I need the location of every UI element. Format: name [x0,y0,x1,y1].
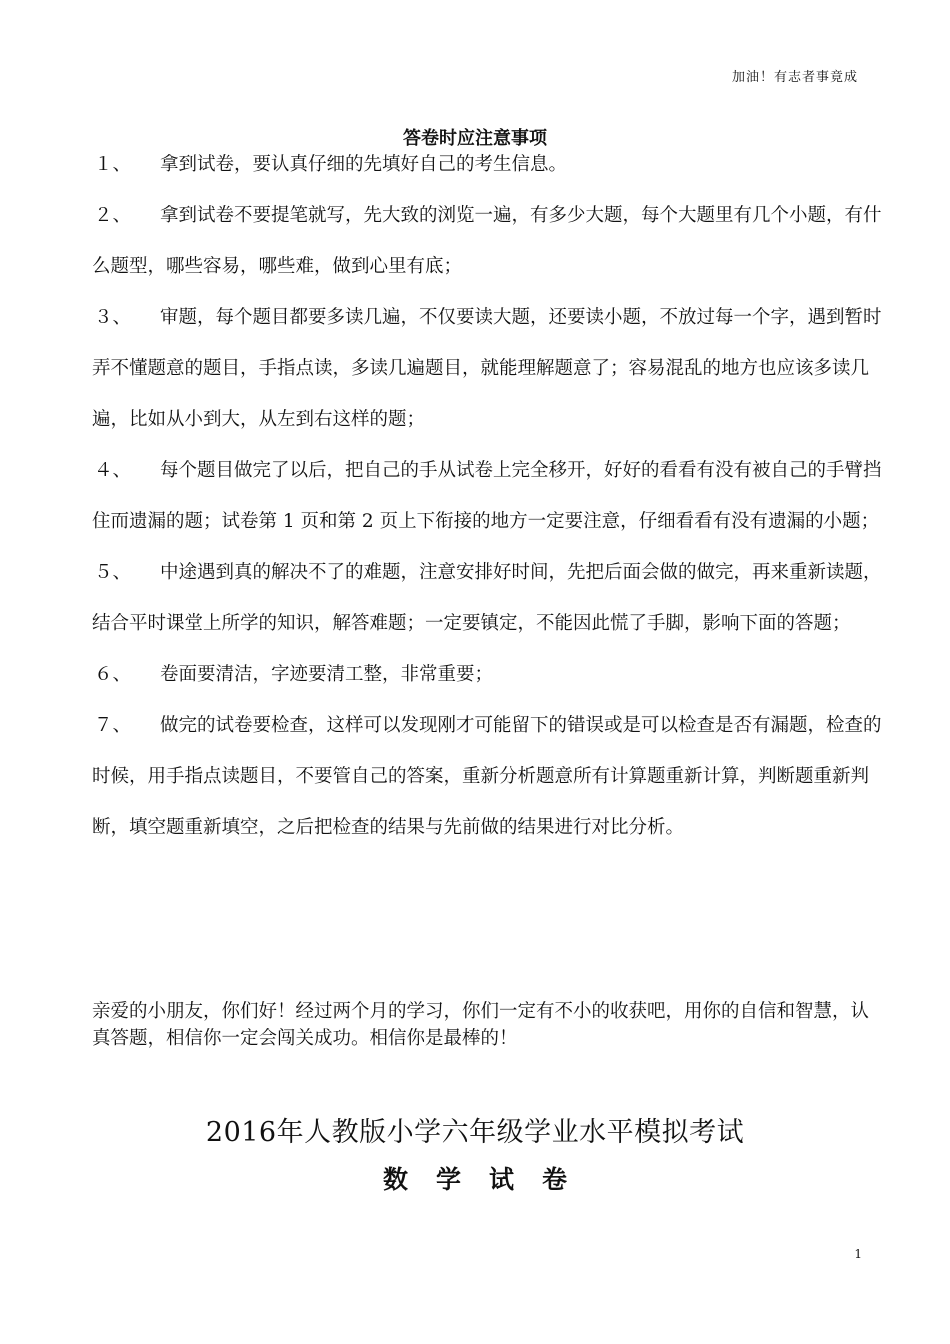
notice-item-text: 卷面要清洁，字迹要清工整，非常重要； [160,664,494,685]
notice-item-number: ２、 [94,205,132,226]
notice-item-1 [92,139,882,190]
header-motto: 加油！有志者事竟成 [731,70,858,85]
notice-item-6 [92,649,882,700]
page-number: 1 [854,1247,862,1261]
notice-item-text: 中途遇到真的解决不了的难题，注意安排好时间，先把后面会做的做完，再来重新读题，结合平时课堂上所学的知识，解答难题；一定要镇定，不能因此慌了手脚，影响下面的答题； [92,562,882,634]
notice-item-5 [92,547,882,649]
notice-item-7 [92,700,882,853]
notice-item-4 [92,445,882,547]
notice-item-2 [92,190,882,292]
exam-title: 2016年人教版小学六年级学业水平模拟考试 [205,1117,745,1148]
notice-item-text: 审题，每个题目都要多读几遍，不仅要读大题，还要读小题，不放过每一个字，遇到暂时弄不懂题意的题目，手指点读，多读几遍题目，就能理解题意了；容易混乱的地方也应该多读几遍，比如从小到大，从左到右这样的题； [92,307,882,430]
notice-item-number: ６、 [94,664,132,685]
greeting-paragraph: 亲爱的小朋友，你们好！经过两个月的学习，你们一定有不小的收获吧，用你的自信和智慧，认真答题，相信你一定会闯关成功。相信你是最棒的！ [92,1001,870,1049]
notice-item-number: ４、 [94,460,132,481]
notice-item-3 [92,292,882,445]
notice-item-number: ３、 [94,307,132,328]
notice-item-number: ５、 [94,562,132,583]
notice-item-number: １、 [94,154,132,175]
subject-title: 数学试卷 [382,1165,595,1194]
notice-list [92,139,882,853]
notice-item-text: 做完的试卷要检查，这样可以发现刚才可能留下的错误或是可以检查是否有漏题，检查的时候，用手指点读题目，不要管自己的答案，重新分析题意所有计算题重新计算，判断题重新判断，填空题重新填空，之后把检查的结果与先前做的结果进行对比分析。 [92,715,882,838]
notice-title: 答卷时应注意事项 [403,128,547,149]
notice-item-text: 拿到试卷，要认真仔细的先填好自己的考生信息。 [160,154,568,175]
notice-item-text: 拿到试卷不要提笔就写，先大致的浏览一遍，有多少大题，每个大题里有几个小题，有什么题型，哪些容易，哪些难，做到心里有底； [92,205,882,277]
notice-item-number: ７、 [94,715,132,736]
notice-item-text: 每个题目做完了以后，把自己的手从试卷上完全移开，好好的看看有没有被自己的手臂挡住而遗漏的题；试卷第 1 页和第 2 页上下衔接的地方一定要注意，仔细看看有没有遗漏的小题； [92,460,882,532]
